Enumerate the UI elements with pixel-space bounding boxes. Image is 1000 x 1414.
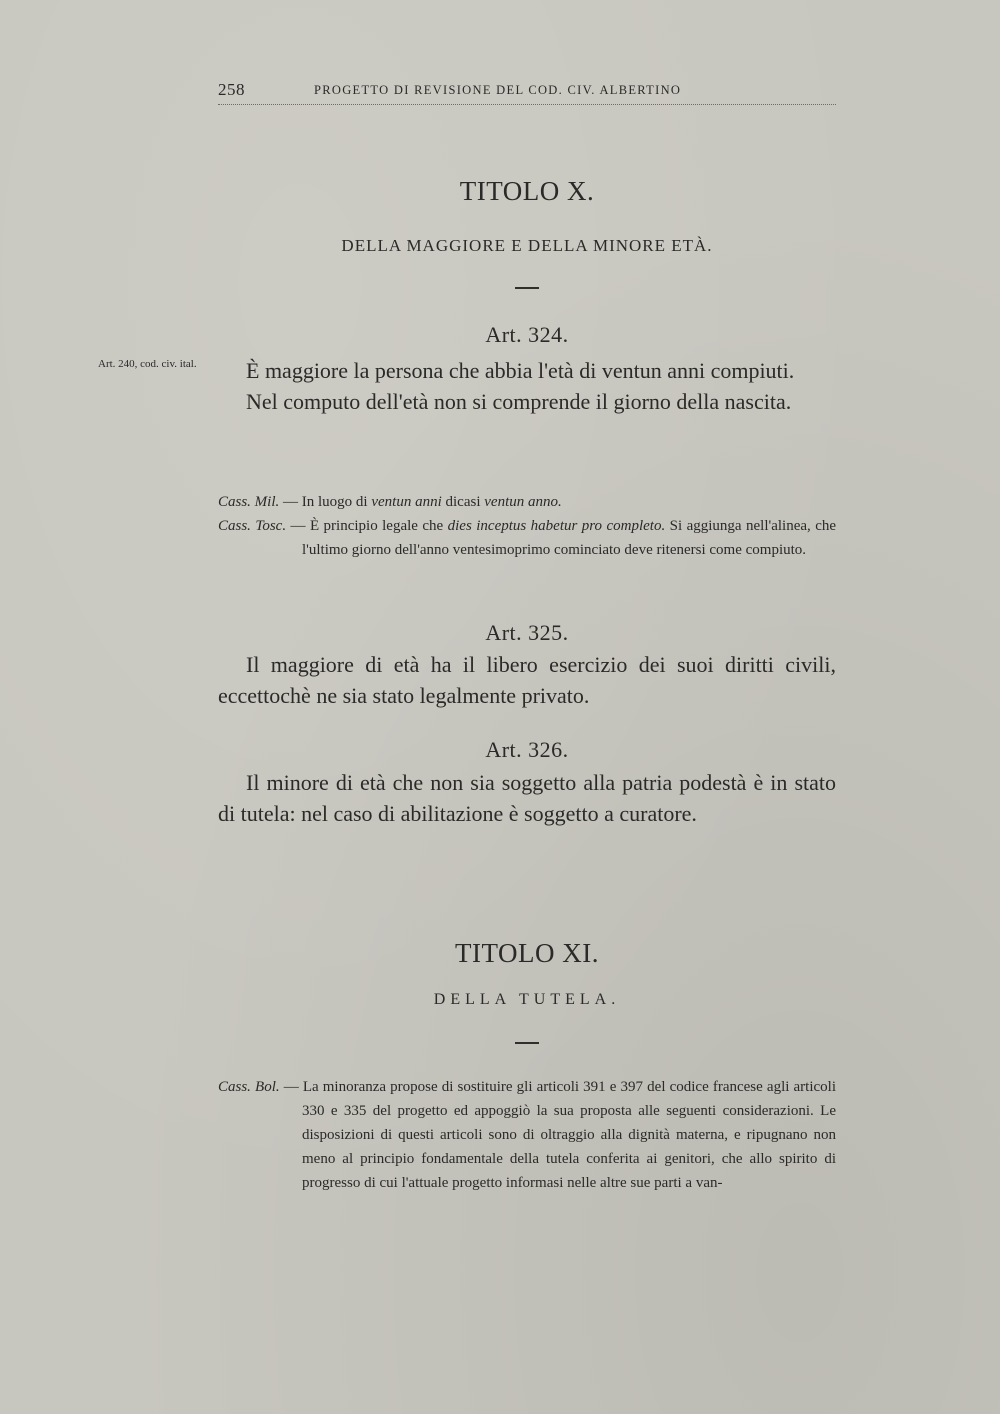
titolo-x-heading: TITOLO X. [459,176,595,206]
note-source: Cass. Tosc. [218,518,287,534]
art-325-heading: Art. 325. [485,620,569,645]
art-324-heading: Art. 324. [485,322,569,347]
art-324-paragraph-2: Nel computo dell'età non si comprende il giorno della nascita. [246,389,792,414]
note-cass-tosc: Cass. Tosc. — È principio legale che dies inceptus habetur pro completo. Si aggiunga nell'alinea, che l'ultimo giorno dell'anno ventesimoprimo cominciato deve ritenersi come compiuto. [218,518,837,558]
titolo-xi-notes [218,1075,836,1195]
titolo-xi-subtitle: DELLA TUTELA. [433,991,621,1008]
running-header [218,80,836,105]
art-325-text [218,649,836,711]
art-326-text [218,767,836,829]
art-326-heading: Art. 326. [485,737,569,762]
titolo-x-subtitle: DELLA MAGGIORE E DELLA MINORE ETÀ. [341,236,713,255]
titolo-xi-heading: TITOLO XI. [455,938,599,968]
page-number: 258 [218,80,245,99]
section-rule [515,1042,539,1044]
running-title: PROGETTO DI REVISIONE DEL COD. CIV. ALBERTINO [314,83,682,97]
art-324-text [218,355,836,417]
section-rule [515,287,539,289]
art-324-paragraph-1: È maggiore la persona che abbia l'età di ventun anni compiuti. [246,358,795,383]
art-324-notes [218,490,836,562]
art-326-paragraph: Il minore di età che non sia soggetto alla patria podestà è in stato di tutela: nel caso di abilitazione è soggetto a curatore. [218,770,836,826]
margin-note: Art. 240, cod. civ. ital. [98,358,197,370]
art-325-paragraph: Il maggiore di età ha il libero esercizio dei suoi diritti civili, eccettochè ne sia stato legalmente privato. [218,652,836,708]
note-source: Cass. Mil. [218,494,280,510]
note-cass-mil: Cass. Mil. — In luogo di ventun anni dicasi ventun anno. [218,494,562,510]
note-source: Cass. Bol. [218,1079,280,1095]
note-cass-bol: Cass. Bol. — La minoranza propose di sostituire gli articoli 391 e 397 del codice francese agli articoli 330 e 335 del progetto ed appoggiò la sua proposta alle seguenti considerazioni. Le disposizioni di questi articoli sono di oltraggio alla dignità materna, e ripugnano non meno al principio fondamentale della tutela conferita ai genitori, che allo spirito di progresso di cui l'attuale progetto informasi nelle altre sue parti a van- [218,1079,836,1191]
